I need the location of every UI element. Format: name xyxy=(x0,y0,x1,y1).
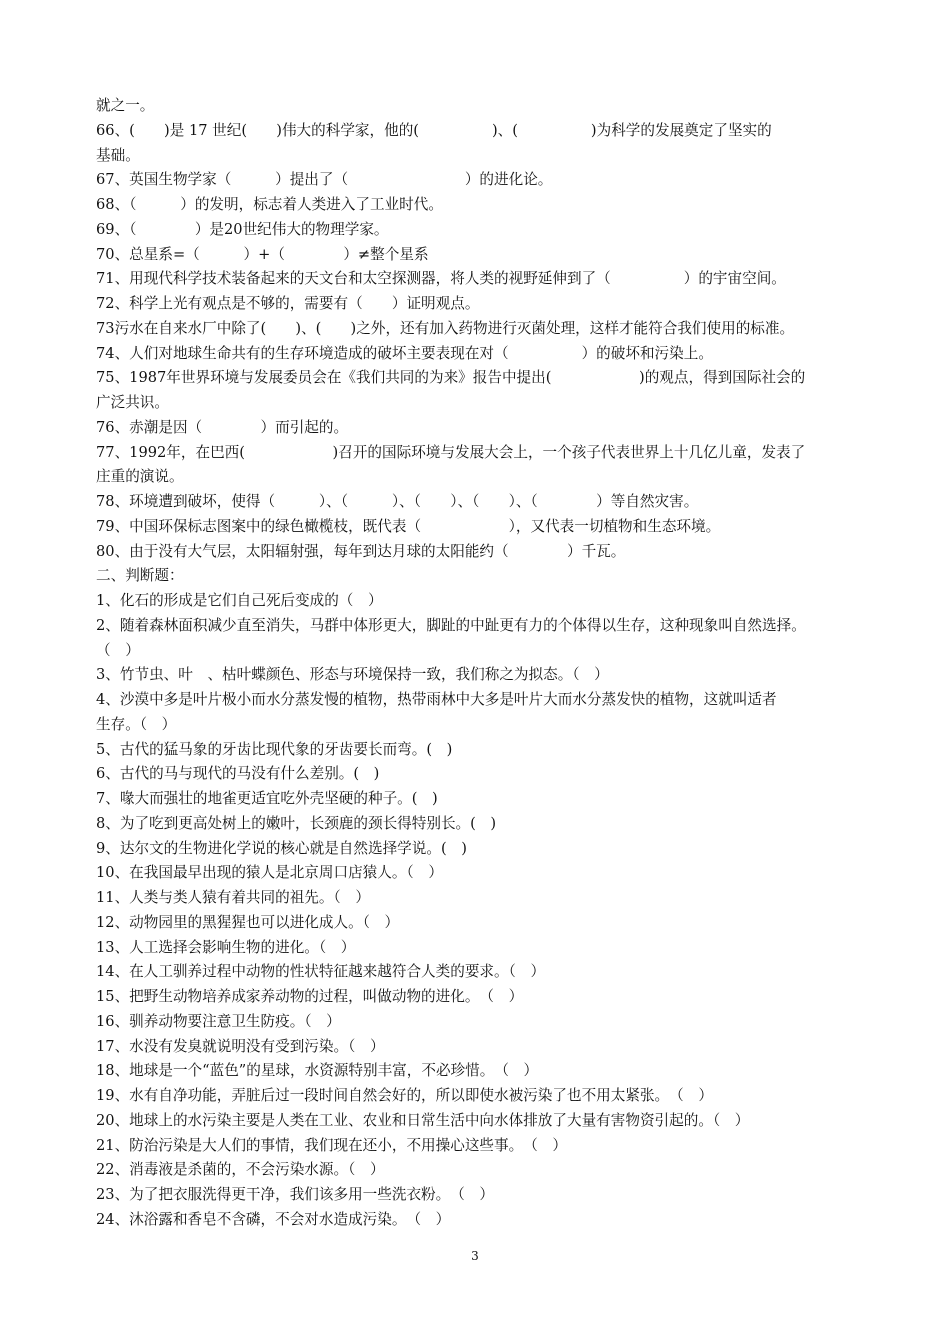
text-line: 80、由于没有大气层，太阳辐射强，每年到达月球的太阳能约（ ）千瓦。 xyxy=(96,542,626,560)
text-line: 20、地球上的水污染主要是人类在工业、农业和日常生活中向水体排放了大量有害物资引起的。（ ） xyxy=(96,1111,750,1129)
text-line: 广泛共识。 xyxy=(96,394,169,411)
text-line: 67、英国生物学家（ ）提出了（ ）的进化论。 xyxy=(96,171,553,189)
text-line: 生存。（ ） xyxy=(96,715,177,733)
text-line: 8、为了吃到更高处树上的嫩叶，长颈鹿的颈长得特别长。( ) xyxy=(96,814,497,832)
text-line: 70、总星系=（ ）+（ ）≠整个星系 xyxy=(96,245,429,263)
text-line: 22、消毒液是杀菌的，不会污染水源。（ ） xyxy=(96,1161,385,1179)
text-line: 10、在我国最早出现的猿人是北京周口店猿人。（ ） xyxy=(96,864,443,882)
text-line: 7、喙大而强壮的地雀更适宜吃外壳坚硬的种子。( ) xyxy=(96,790,438,807)
text-line: 74、人们对地球生命共有的生存环境造成的破坏主要表现在对（ ）的破坏和污染上。 xyxy=(96,344,713,362)
text-line: 72、科学上光有观点是不够的，需要有（ ）证明观点。 xyxy=(96,295,480,312)
text-line: 77、1992年，在巴西( )召开的国际环境与发展大会上，一个孩子代表世界上十几亿儿童，发表了 xyxy=(96,443,806,461)
text-line: 75、1987年世界环境与发展委员会在《我们共同的为来》报告中提出( )的观点，得到国际社会的 xyxy=(96,369,806,387)
text-line: 66、( )是 17 世纪( )伟大的科学家，他的( )、( )为科学的发展奠定了坚实的 xyxy=(96,121,772,139)
text-line: 13、人工选择会影响生物的进化。（ ） xyxy=(96,938,356,956)
text-line: 14、在人工驯养过程中动物的性状特征越来越符合人类的要求。（ ） xyxy=(96,963,546,981)
text-line: 基础。 xyxy=(96,146,140,164)
text-body xyxy=(96,94,876,1233)
text-line: 4、沙漠中多是叶片极小而水分蒸发慢的植物，热带雨林中大多是叶片大而水分蒸发快的植物，这就叫适者 xyxy=(96,691,777,708)
text-line: 21、防治污染是大人们的事情，我们现在还小，不用操心这些事。 （ ） xyxy=(96,1136,567,1154)
text-line: 23、为了把衣服洗得更干净，我们该多用一些洗衣粉。 （ ） xyxy=(96,1186,495,1203)
text-line: 2、随着森林面积减少直至消失，马群中体形更大，脚趾的中趾更有力的个体得以生存，这种现象叫自然选择。 xyxy=(96,616,806,634)
text-line: 二、判断题： xyxy=(96,567,184,585)
text-line: 庄重的演说。 xyxy=(96,468,184,486)
text-line: （ ） xyxy=(96,641,140,659)
text-line: 73污水在自来水厂中除了( )、( )之外，还有加入药物进行灭菌处理，这样才能符合我们使用的标准。 xyxy=(96,319,795,337)
text-line: 71、用现代科学技术装备起来的天文台和太空探测器，将人类的视野延伸到了（ ）的宇宙空间。 xyxy=(96,270,786,288)
text-line: 12、动物园里的黑猩猩也可以进化成人。（ ） xyxy=(96,913,400,931)
text-line: 16、驯养动物要注意卫生防疫。（ ） xyxy=(96,1012,341,1030)
text-line: 1、化石的形成是它们自己死后变成的（ ） xyxy=(96,592,383,609)
text-line: 24、沐浴露和香皂不含磷，不会对水造成污染。 （ ） xyxy=(96,1210,451,1228)
text-line: 76、赤潮是因（ ）而引起的。 xyxy=(96,418,349,436)
text-line: 3、竹节虫、叶 、枯叶蝶颜色、形态与环境保持一致，我们称之为拟态。（ ） xyxy=(96,666,609,684)
text-line: 18、地球是一个“蓝色”的星球，水资源特别丰富，不必珍惜。 （ ） xyxy=(96,1062,539,1080)
text-line: 就之一。 xyxy=(96,97,155,114)
text-line: 69、（ ）是20世纪伟大的物理学家。 xyxy=(96,220,389,238)
page-number: 3 xyxy=(471,1249,479,1263)
text-line: 17、水没有发臭就说明没有受到污染。（ ） xyxy=(96,1037,385,1055)
text-line: 19、水有自净功能，弄脏后过一段时间自然会好的，所以即使水被污染了也不用太紧张。 （ ） xyxy=(96,1087,713,1104)
text-line: 6、古代的马与现代的马没有什么差别。( ) xyxy=(96,765,380,783)
text-line: 15、把野生动物培养成家养动物的过程，叫做动物的进化。 （ ） xyxy=(96,988,524,1005)
text-line: 68、（ ）的发明，标志着人类进入了工业时代。 xyxy=(96,196,443,213)
text-line: 11、人类与类人猿有着共同的祖先。（ ） xyxy=(96,889,370,906)
text-line: 78、环境遭到破坏，使得（ ）、（ ）、（ ）、（ ）、（ ）等自然灾害。 xyxy=(96,493,699,510)
text-line: 5、古代的猛马象的牙齿比现代象的牙齿要长而弯。( ) xyxy=(96,740,453,758)
text-line: 9、达尔文的生物进化学说的核心就是自然选择学说。( ) xyxy=(96,839,467,857)
text-line: 79、中国环保标志图案中的绿色橄榄枝，既代表（ ），又代表一切植物和生态环境。 xyxy=(96,517,721,535)
